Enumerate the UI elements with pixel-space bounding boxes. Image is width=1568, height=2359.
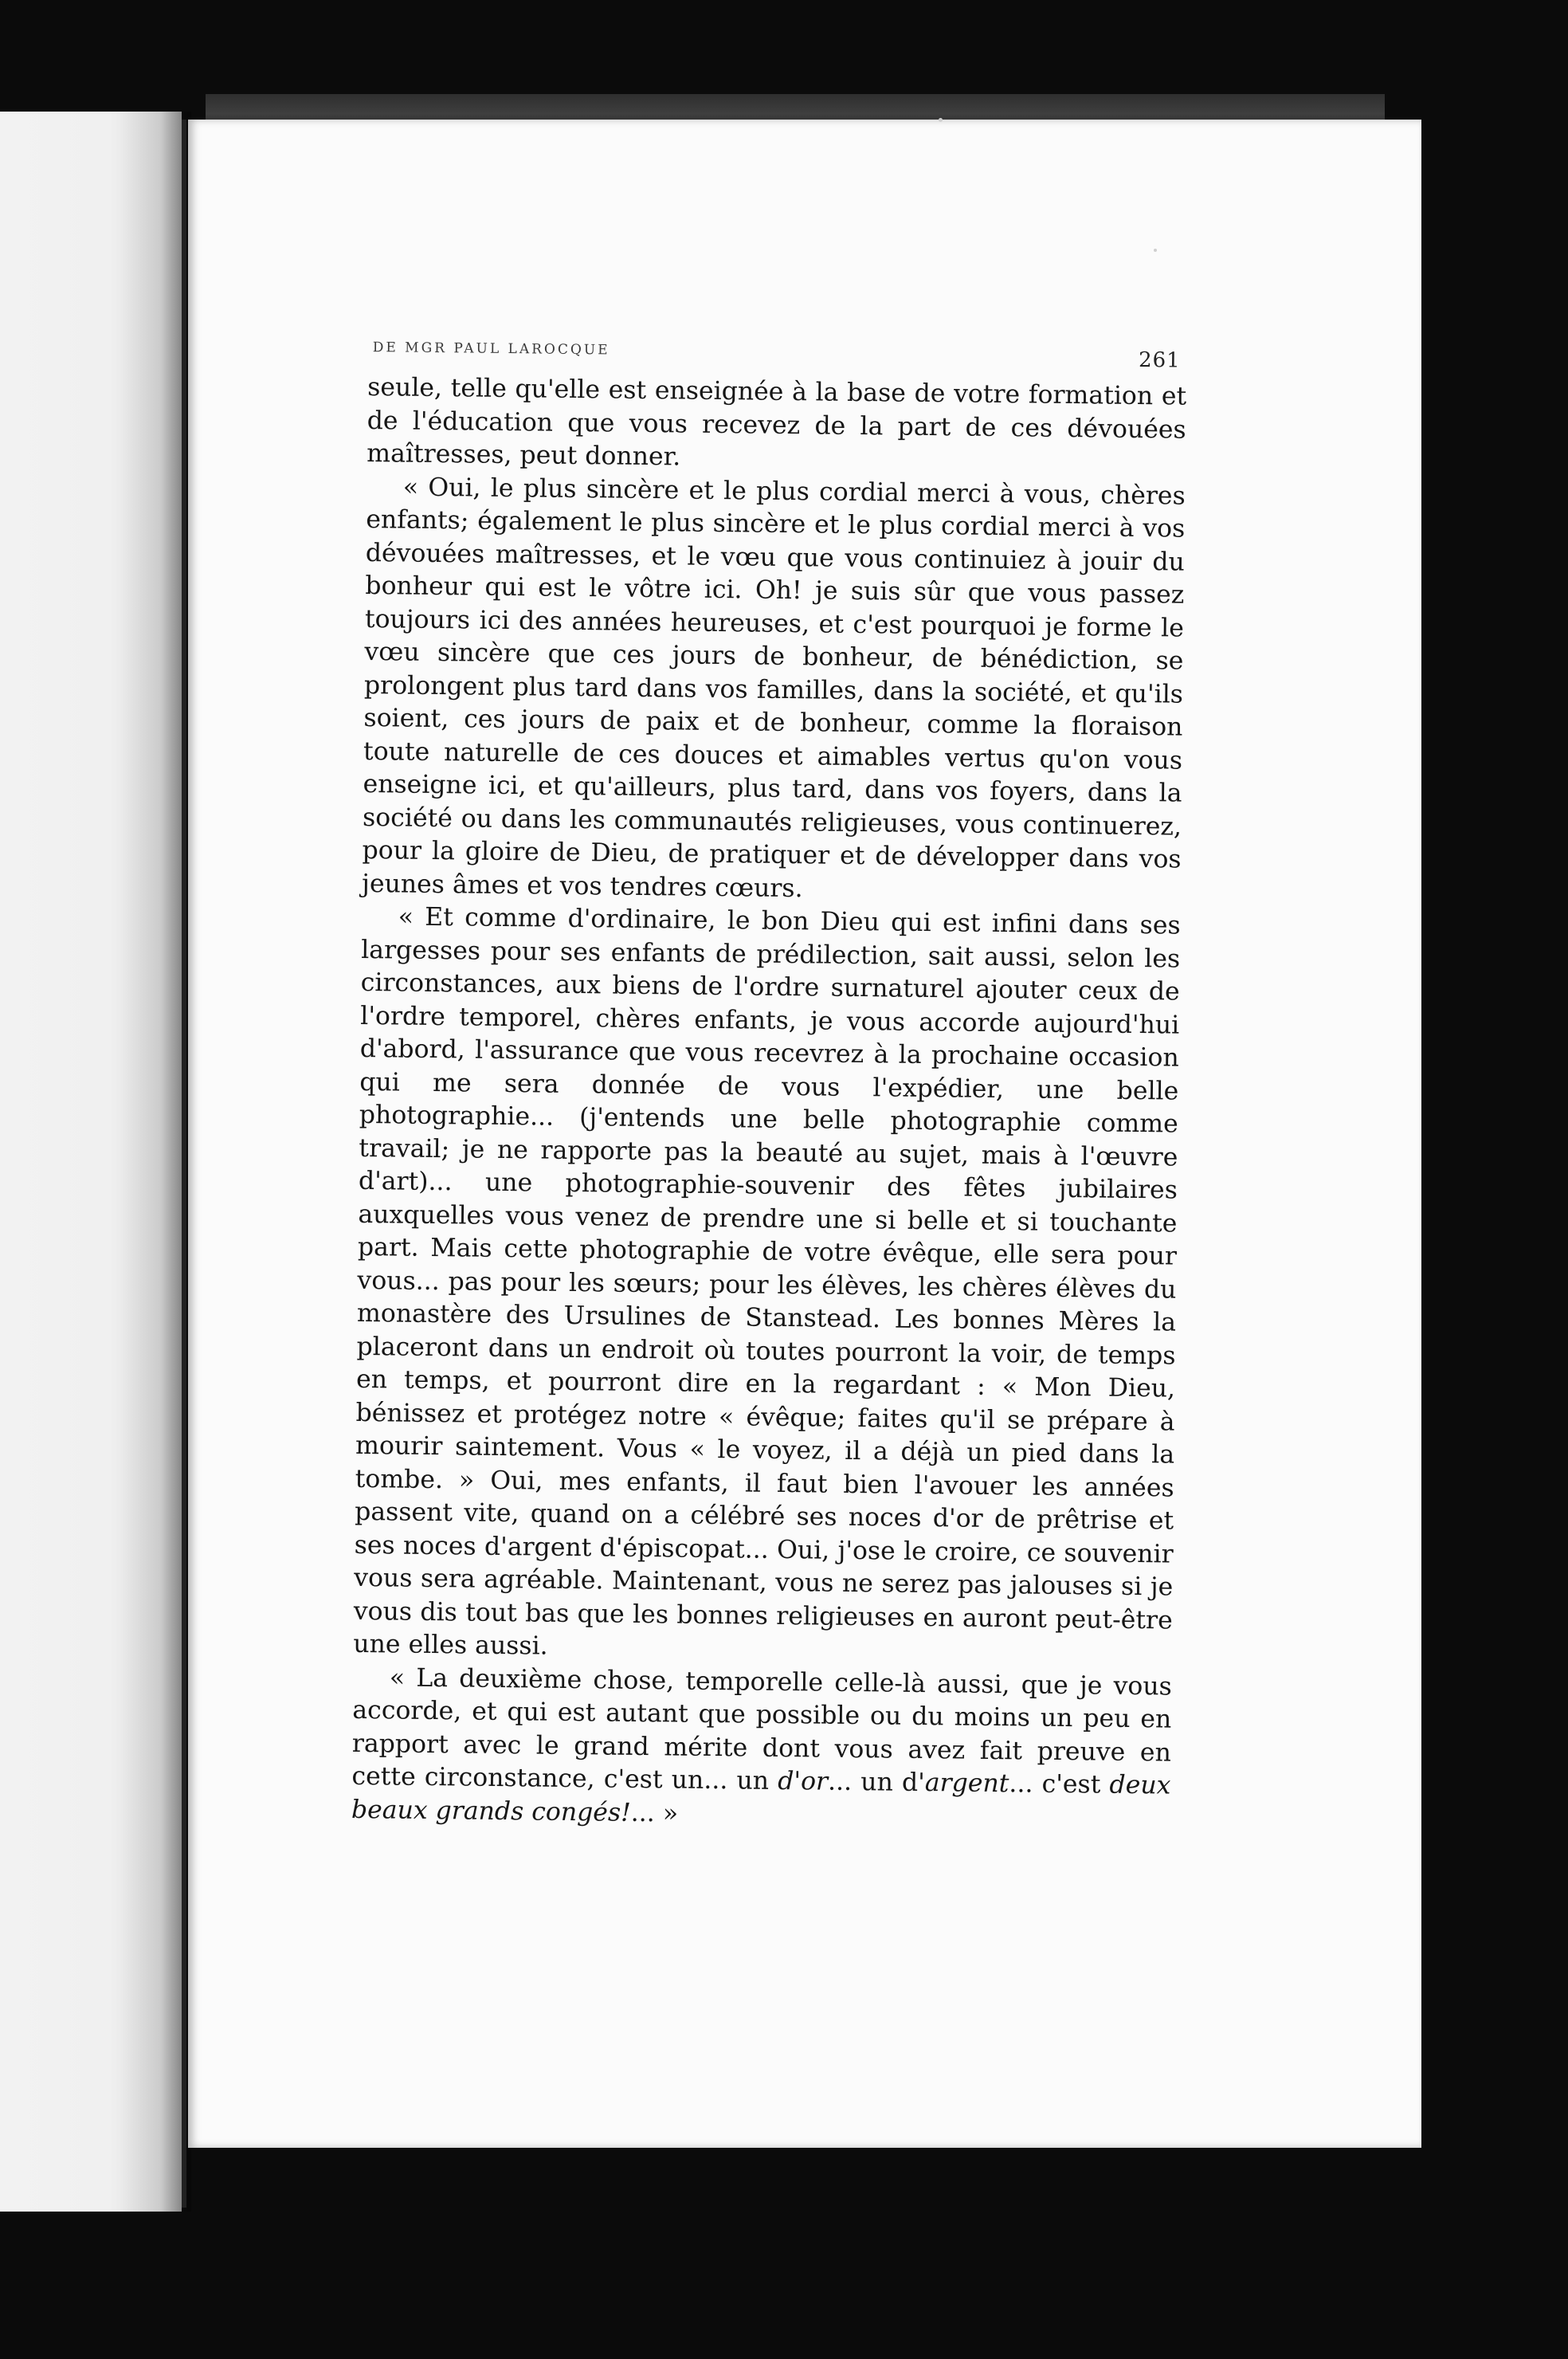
paragraph-4-italic-conges: deux beaux grands congés!: [351, 1770, 1171, 1827]
paragraph-4-text: « La deuxième chose, temporelle celle-là aussi, que je vous accorde, et qui est autant que possible ou du moins un peu en rapport avec le grand mérite dont vous avez fait preuve en cette circonstance, c'est un... un: [351, 1662, 1173, 1796]
paragraph-2-text: « Oui, le plus sincère et le plus cordial merci à vous, chères enfants; également le plus sincère et le plus cordial merci à vos dévouées maîtresses, et le vœu que vous continuiez à jouir du bonheur qui est le vôtre ici. Oh! je suis sûr que vous passez toujours ici des années heureuses, et c'est pourquoi je forme le vœu sincère que ces jours de bonheur, de bénédiction, se prolongent plus tard dans vos familles, dans la société, et qu'ils soient, ces jours de paix et de bonheur, comme la floraison toute naturelle de ces douces et aimables vertus qu'on vous enseigne ici, et qu'ailleurs, plus tard, dans vos foyers, dans la société ou dans les communautés religieuses, vous continuerez, pour la gloire de Dieu, de pratiquer et de développer dans vos jeunes âmes et vos tendres cœurs.: [361, 473, 1186, 903]
paragraph-4-text-3: ... c'est: [1009, 1769, 1110, 1800]
paragraph-3: [353, 901, 1181, 1670]
paragraph-3-text: « Et comme d'ordinaire, le bon Dieu qui est infini dans ses largesses pour ses enfants de prédilection, sait aussi, selon les circonstances, aux biens de l'ordre surnaturel ajouter ceux de l'ordre temporel, chères enfants, je vous accorde aujourd'hui d'abord, l'assurance que vous recevrez à la prochaine occasion qui me sera donnée de vous l'expédier, une belle photographie... (j'entends une belle photographie comme travail; je ne rapporte pas la beauté au sujet, mais à l'œuvre d'art)... une photographie-souvenir des fêtes jubilaires auxquelles vous venez de prendre une si belle et si touchante part. Mais cette photographie de votre évêque, elle sera pour vous... pas pour les sœurs; pour les élèves, les chères élèves du monastère des Ursulines de Stanstead. Les bonnes Mères la placeront dans un endroit où toutes pourront la voir, de temps en temps, et pourront dire en la regardant : « Mon Dieu, bénissez et protégez notre « évêque; faites qu'il se prépare à mourir saintement. Vous « le voyez, il a déjà un pied dans la tombe. » Oui, mes enfants, il faut bien l'avouer les années passent vite, quand on a célébré ses noces d'or de prêtrise et ses noces d'argent d'épiscopat... Oui, j'ose le croire, ce souvenir vous sera agréable. Maintenant, vous ne serez pas jalouses si je vous dis tout bas que les bonnes religieuses en auront peut-être une elles aussi.: [353, 902, 1181, 1661]
running-head-title: DE MGR PAUL LAROCQUE: [372, 340, 610, 359]
paragraph-4: [351, 1661, 1172, 1835]
scan-speck: [1154, 249, 1157, 252]
paragraph-4-text-4: ... »: [630, 1798, 679, 1828]
paragraph-4-italic-dor: d'or: [778, 1766, 829, 1796]
page-text-block: [351, 333, 1187, 1836]
paragraph-4-italic-argent: argent: [924, 1768, 1009, 1799]
paragraph-1: [367, 371, 1186, 480]
paragraph-1-text: seule, telle qu'elle est enseignée à la base de votre formation et de l'éducation que vous recevez de la part de ces dévouées maîtresses, peut donner.: [367, 372, 1187, 472]
scan-speck: [939, 118, 943, 122]
paragraph-2: [362, 470, 1186, 909]
book-spine-gap: [182, 120, 186, 2208]
page-number: 261: [1138, 347, 1181, 373]
page-gutter-shadow: [120, 112, 191, 2212]
paragraph-4-text-2: ... un d': [827, 1767, 926, 1798]
